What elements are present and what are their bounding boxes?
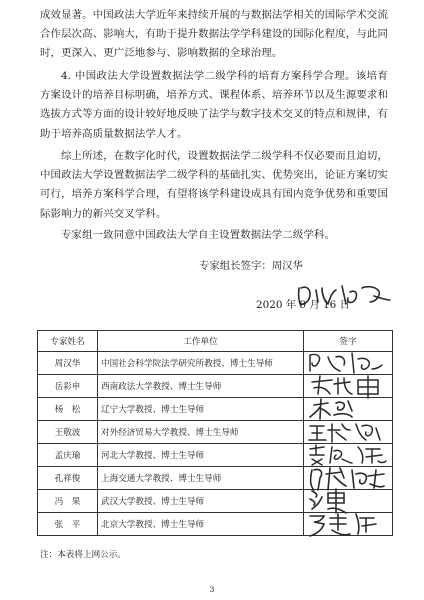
expert-unit: 对外经济贸易大学教授、博士生导师 [98, 421, 304, 444]
expert-unit: 武汉大学教授、博士生导师 [98, 490, 304, 513]
expert-name: 张 平 [38, 513, 98, 536]
header-expert-name: 专家姓名 [38, 331, 98, 352]
expert-table [37, 330, 393, 536]
table-footnote: 注：本表将上网公示。 [40, 550, 126, 560]
paragraph-training-plan: 4. 中国政法大学设置数据法学二级学科的培育方案科学合理。该培育方案设计的培养目标明确，培养方式、课程体系、培养环节以及生源要求和选拔方式等方面的设计较好地反映了法学与数字技术交叉的特点和规律，有助于培养高质量数据法学人才。 [40, 70, 388, 140]
handwritten-signature [306, 510, 380, 540]
expert-name: 杨 松 [38, 398, 98, 421]
paragraph-summary: 综上所述，在数字化时代，设置数据法学二级学科不仅必要而且迫切，中国政法大学设置数据法学二级学科的基础扎实、优势突出，论证方案切实可行，培养方案科学合理，有望将该学科建设成具有国内竞争优势和重要国际影响力的新兴交叉学科。 [40, 150, 388, 220]
expert-name: 王敬波 [38, 421, 98, 444]
header-work-unit: 工作单位 [98, 331, 304, 352]
expert-name: 周汉华 [38, 352, 98, 375]
expert-unit: 河北大学教授、博士生导师 [98, 444, 304, 467]
expert-unit: 西南政法大学教授、博士生导师 [98, 375, 304, 398]
header-signature: 签字 [304, 331, 393, 352]
expert-signature [304, 513, 393, 536]
expert-unit: 上海交通大学教授、博士生导师 [98, 467, 304, 490]
paragraph-conclusion: 专家组一致同意中国政法大学自主设置数据法学二级学科。 [61, 229, 336, 241]
leader-signature-label: 专家组长签字：周汉华 [199, 260, 303, 272]
expert-name: 孔祥俊 [38, 467, 98, 490]
expert-name: 孟庆瑜 [38, 444, 98, 467]
expert-unit: 辽宁大学教授、博士生导师 [98, 398, 304, 421]
page-number: 3 [209, 585, 215, 594]
expert-name: 岳彩申 [38, 375, 98, 398]
expert-unit: 北京大学教授、博士生导师 [98, 513, 304, 536]
table-row [38, 513, 393, 536]
signing-date: 2020 年 9 月 16 日 [256, 299, 350, 311]
expert-name: 冯 果 [38, 490, 98, 513]
paragraph-cooperation-cont: 成效显著。中国政法大学近年来持续开展的与数据法学相关的国际学术交流合作层次高、影响大，有助于提升数据法学学科建设的国际化程度，与此同时，更深入、更广泛地参与、影响数据的全球治理。 [40, 9, 388, 60]
expert-unit: 中国社会科学院法学研究所教授、博士生导师 [98, 352, 304, 375]
